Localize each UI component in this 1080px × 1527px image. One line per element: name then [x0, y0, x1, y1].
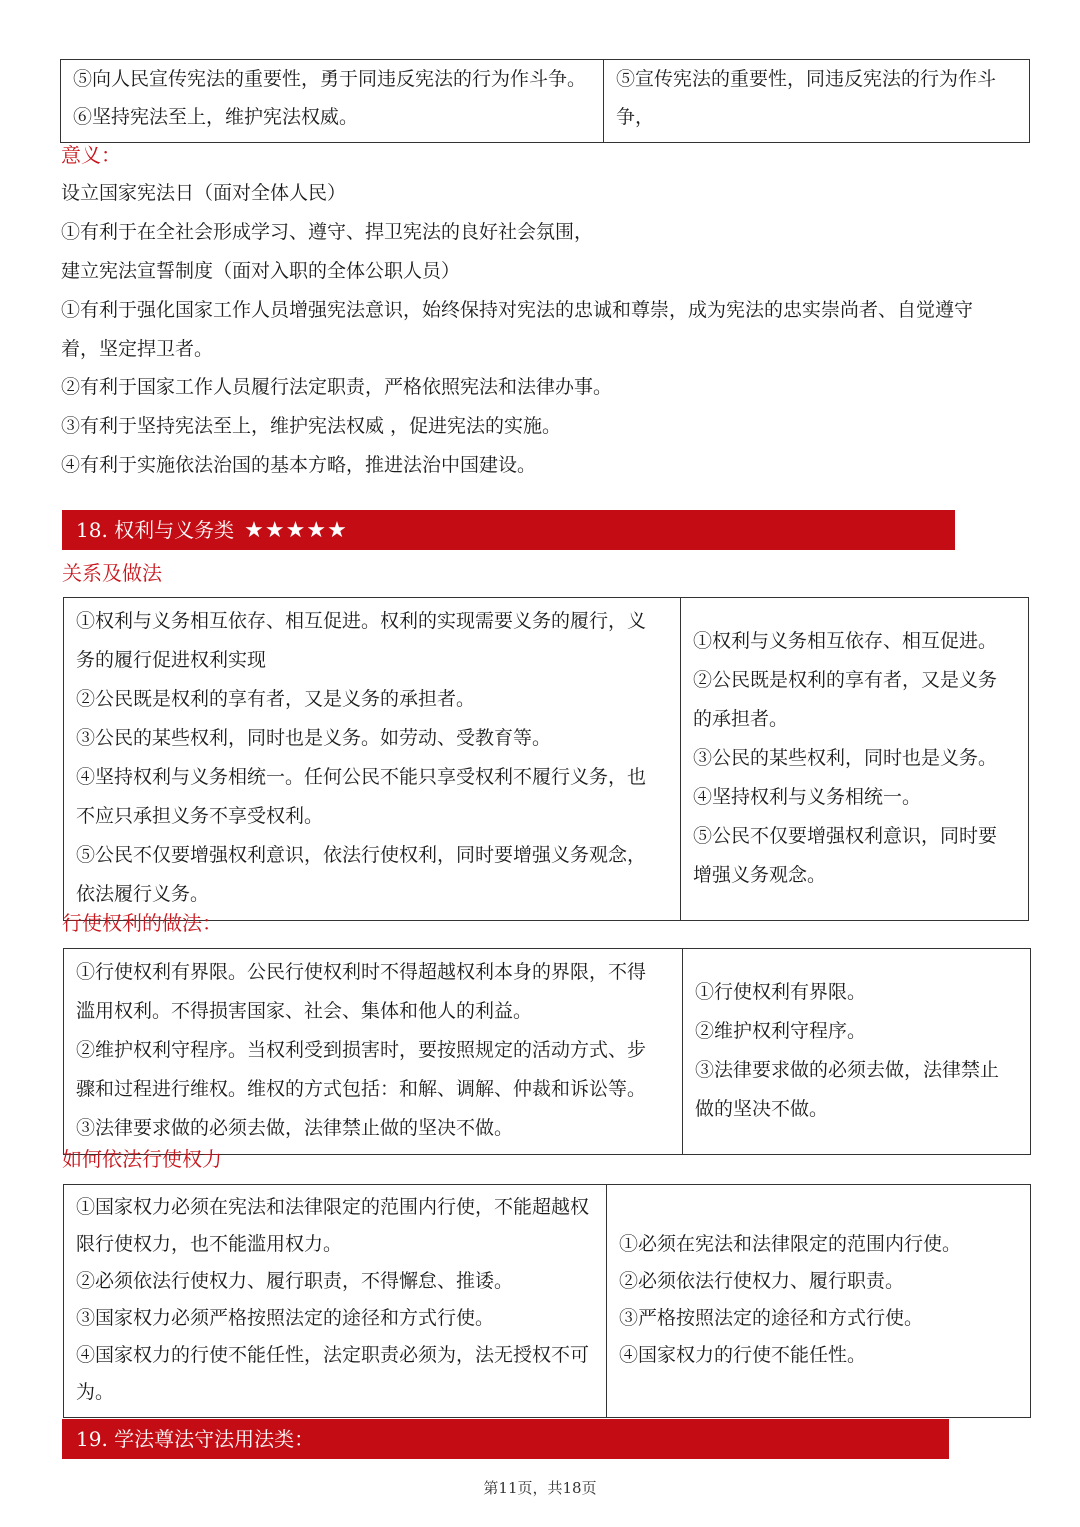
significance-line: ②有利于国家工作人员履行法定职责，严格依照宪法和法律办事。	[61, 376, 613, 398]
relation-left	[64, 598, 681, 921]
power-table	[63, 1184, 1031, 1418]
power-heading: 如何依法行使权力	[62, 1147, 222, 1171]
text-line: ⑤宣传宪法的重要性，同违反宪法的行为作斗	[616, 68, 997, 90]
text-line: ②公民既是权利的享有者，又是义务	[693, 668, 998, 691]
text-line: ③公民的某些权利，同时也是义务。	[693, 746, 998, 769]
text-line: ④国家权力的行使不能任性。	[619, 1344, 867, 1366]
text-line: ④国家权力的行使不能任性，法定职责必须为，法无授权不可	[76, 1344, 590, 1366]
text-line: ①行使权利有界限。	[695, 980, 867, 1003]
text-line: 做的坚决不做。	[695, 1097, 829, 1120]
exercise-heading: 行使权利的做法：	[62, 911, 222, 935]
text-line: 依法履行义务。	[76, 883, 210, 905]
top-table	[60, 59, 1030, 143]
text-line: 的承担者。	[693, 707, 789, 730]
significance-line: ①有利于在全社会形成学习、遵守、捍卫宪法的良好社会氛围，	[61, 221, 594, 243]
power-right	[607, 1185, 1031, 1418]
significance-line: ④有利于实施依法治国的基本方略，推进法治中国建设。	[61, 454, 537, 476]
relation-table	[63, 597, 1029, 921]
text-line: ③国家权力必须严格按照法定的途径和方式行使。	[76, 1307, 495, 1329]
text-line: ①权利与义务相互依存、相互促进。	[693, 629, 998, 652]
text-line: 限行使权力，也不能滥用权力。	[76, 1233, 343, 1255]
relation-heading: 关系及做法	[62, 561, 162, 585]
page-footer: 第11页，共18页	[483, 1479, 597, 1497]
text-line: 增强义务观念。	[693, 863, 827, 886]
text-line: ①必须在宪法和法律限定的范围内行使。	[619, 1233, 962, 1255]
text-line: ④坚持权利与义务相统一。	[693, 785, 922, 808]
exercise-table	[63, 948, 1031, 1155]
text-line: ⑤向人民宣传宪法的重要性，勇于同违反宪法的行为作斗争。	[73, 68, 587, 90]
significance-heading: 意义：	[61, 143, 121, 167]
rating-stars: ★★★★★	[244, 518, 348, 543]
text-line: ③公民的某些权利，同时也是义务。如劳动、受教育等。	[76, 727, 552, 749]
section-18-title: 18. 权利与义务类	[76, 518, 235, 542]
text-line: ⑥坚持宪法至上，维护宪法权威。	[73, 106, 359, 128]
exercise-left	[64, 949, 683, 1155]
section-19-title: 19. 学法尊法守法用法类：	[76, 1427, 315, 1451]
relation-right	[681, 598, 1029, 921]
text-line: ②维护权利守程序。当权利受到损害时，要按照规定的活动方式、步	[76, 1039, 647, 1061]
significance-line: 建立宪法宣誓制度（面对入职的全体公职人员）	[61, 260, 461, 282]
significance-line: 着，坚定捍卫者。	[61, 338, 214, 360]
text-line: 务的履行促进权利实现	[76, 649, 267, 671]
significance-line: ①有利于强化国家工作人员增强宪法意识，始终保持对宪法的忠诚和尊崇，成为宪法的忠实崇尚者、自觉遵守	[61, 299, 974, 321]
section-18-banner	[62, 510, 955, 550]
text-line: 滥用权利。不得损害国家、社会、集体和他人的利益。	[76, 1000, 533, 1022]
text-line: ⑤公民不仅要增强权利意识，依法行使权利，同时要增强义务观念，	[76, 844, 647, 866]
text-line: ②必须依法行使权力、履行职责，不得懈怠、推诿。	[76, 1270, 514, 1292]
significance-line: 设立国家宪法日（面对全体人民）	[61, 182, 347, 204]
text-line: ①权利与义务相互依存、相互促进。权利的实现需要义务的履行，义	[76, 610, 647, 632]
top-table-left	[61, 60, 604, 143]
text-line: ②必须依法行使权力、履行职责。	[619, 1270, 905, 1292]
significance-line: ③有利于坚持宪法至上，维护宪法权威 ，促进宪法的实施。	[61, 415, 562, 437]
text-line: ①国家权力必须在宪法和法律限定的范围内行使，不能超越权	[76, 1196, 590, 1218]
text-line: 争，	[616, 106, 655, 128]
text-line: 不应只承担义务不享受权利。	[76, 805, 324, 827]
text-line: ②公民既是权利的享有者，又是义务的承担者。	[76, 688, 476, 710]
top-table-right	[604, 60, 1030, 143]
section-19-banner	[62, 1419, 949, 1459]
text-line: ③严格按照法定的途径和方式行使。	[619, 1307, 924, 1329]
text-line: ④坚持权利与义务相统一。任何公民不能只享受权利不履行义务，也	[76, 766, 647, 788]
text-line: ③法律要求做的必须去做，法律禁止做的坚决不做。	[76, 1117, 514, 1139]
text-line: 为。	[76, 1381, 115, 1403]
text-line: ②维护权利守程序。	[695, 1019, 867, 1042]
text-line: ①行使权利有界限。公民行使权利时不得超越权利本身的界限，不得	[76, 961, 647, 983]
text-line: 骤和过程进行维权。维权的方式包括：和解、调解、仲裁和诉讼等。	[76, 1078, 647, 1100]
text-line: ③法律要求做的必须去做，法律禁止	[695, 1058, 1000, 1081]
text-line: ⑤公民不仅要增强权利意识，同时要	[693, 824, 998, 847]
exercise-right	[683, 949, 1031, 1155]
power-left	[64, 1185, 607, 1418]
